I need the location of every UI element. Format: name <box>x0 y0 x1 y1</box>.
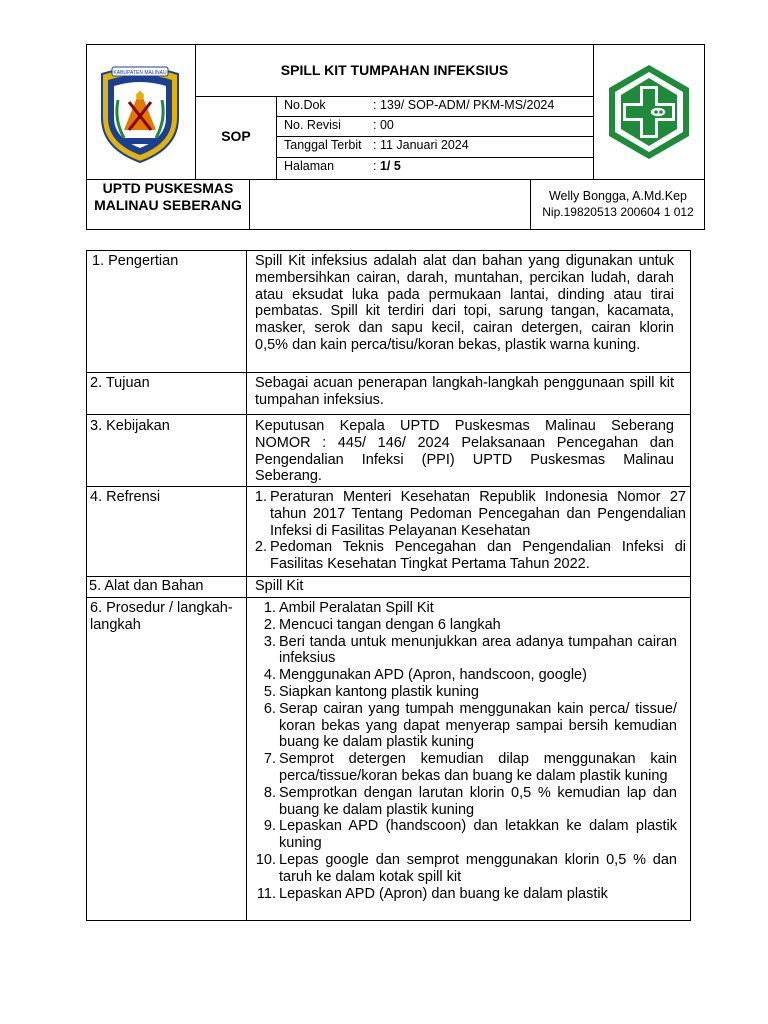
item-number: 4. <box>263 667 276 684</box>
list-item <box>254 684 677 701</box>
list-item <box>254 785 677 819</box>
meta-label-halaman: Halaman <box>284 159 335 173</box>
text-kebijakan: Keputusan Kepala UPTD Puskesmas Malinau Seberang NOMOR : 445/ 146/ 2024 Pelaksanaan Pencegahan dan Pengendalian Infeksi (PPI) UPTD Puskesmas Malinau Seberang. <box>255 418 674 485</box>
item-text: Menggunakan APD (Apron, handscoon, google) <box>279 667 587 684</box>
document-title: SPILL KIT TUMPAHAN INFEKSIUS <box>280 62 509 78</box>
item-text: Serap cairan yang tumpah menggunakan kain perca/ tissue/ koran bekas yang dapat menyerap sampai bersih kemudian buang ke dalam plastik kuning <box>279 700 677 751</box>
list-item <box>254 852 677 886</box>
halaman-number: 1/ 5 <box>379 159 401 173</box>
list-item <box>254 667 677 684</box>
signer-nip: Nip.19820513 200604 1 012 <box>542 205 694 219</box>
list-item <box>254 701 677 751</box>
list-item <box>254 634 677 668</box>
text-pengertian: Spill Kit infeksius adalah alat dan bahan yang digunakan untuk membersihkan cairan, darah, muntahan, percikan ludah, darah atau eksudat luka pada permukaan lantai, dinding atau tirai pembatas. Spill kit terdiri dari topi, sarung tangan, kacamata, masker, serok dan sapu kecil, cairan detergen, cairan klorin 0,5% dan kain perca/tisu/koran bekas, plastik warna kuning. <box>255 253 674 353</box>
item-number: 11. <box>256 885 276 902</box>
label-tujuan: 2. Tujuan <box>90 375 150 391</box>
meta-label-nodok: No.Dok <box>284 98 326 112</box>
list-item <box>254 600 677 617</box>
label-referensi: 4. Refrensi <box>90 489 161 505</box>
item-number: 1. <box>263 600 276 616</box>
item-number: 8. <box>263 784 276 801</box>
text-alat-bahan: Spill Kit <box>255 578 304 594</box>
list-prosedur <box>254 600 677 919</box>
text-tujuan: Sebagai acuan penerapan langkah-langkah penggunaan spill kit tumpahan infeksius. <box>255 375 674 408</box>
item-number: 3. <box>263 633 276 650</box>
meta-label-tanggal: Tanggal Terbit <box>284 138 362 152</box>
item-text: Lepaskan APD (handscoon) dan letakkan ke dalam plastik kuning <box>279 818 677 852</box>
signer-name: Welly Bongga, A.Md.Kep <box>548 189 688 203</box>
list-item <box>254 617 677 634</box>
item-text: Mencuci tangan dengan 6 langkah <box>279 616 501 633</box>
item-text: Siapkan kantong plastik kuning <box>279 683 479 700</box>
list-item <box>245 539 686 573</box>
sop-label: SOP <box>221 128 251 144</box>
meta-value-tanggal: : 11 Januari 2024 <box>373 138 469 152</box>
halaman-prefix: : <box>373 159 380 173</box>
kabupaten-logo <box>96 60 184 165</box>
item-text: Peraturan Menteri Kesehatan Republik Indonesia Nomor 27 tahun 2017 Tentang Pedoman Pencegahan dan Pengendalian Infeksi di Fasilitas Pelayanan Kesehatan <box>270 489 686 539</box>
meta-value-halaman <box>373 159 401 173</box>
item-text: Lepas google dan semprot menggunakan klorin 0,5 % dan taruh ke dalam kotak spill kit <box>279 851 677 885</box>
svg-text:KABUPATEN MALINAU: KABUPATEN MALINAU <box>113 70 167 76</box>
item-number: 5. <box>263 683 276 700</box>
list-item <box>254 751 677 785</box>
item-text: Semprot detergen kemudian dilap menggunakan kain perca/tissue/koran bekas dan buang ke dalam plastik kuning <box>279 751 677 784</box>
item-number: 10. <box>255 851 276 868</box>
item-number: 2. <box>254 539 267 556</box>
meta-value-revisi: : 00 <box>373 118 394 132</box>
puskesmas-logo <box>605 62 693 162</box>
item-text: Semprotkan dengan larutan klorin 0,5 % kemudian lap dan buang ke dalam plastik kuning <box>279 784 677 818</box>
item-text: Ambil Peralatan Spill Kit <box>279 600 434 616</box>
item-text: Lepaskan APD (Apron) dan buang ke dalam plastik <box>279 885 608 902</box>
item-number: 6. <box>263 700 276 717</box>
label-alat-bahan: 5. Alat dan Bahan <box>89 578 204 594</box>
item-number: 2. <box>263 616 276 633</box>
organization-name: UPTD PUSKESMAS MALINAU SEBERANG <box>94 180 242 213</box>
list-referensi <box>245 489 686 573</box>
item-text: Beri tanda untuk menunjukkan area adanya tumpahan cairan infeksius <box>279 633 677 667</box>
item-number: 1. <box>254 489 267 505</box>
list-item <box>254 818 677 852</box>
item-number: 7. <box>263 751 276 768</box>
list-item <box>254 886 677 903</box>
meta-value-nodok: : 139/ SOP-ADM/ PKM-MS/2024 <box>373 98 555 112</box>
label-kebijakan: 3. Kebijakan <box>90 418 170 434</box>
list-item <box>245 489 686 539</box>
item-text: Pedoman Teknis Pencegahan dan Pengendalian Infeksi di Fasilitas Kesehatan Tingkat Pertama Tahun 2022. <box>270 539 686 573</box>
item-number: 9. <box>263 818 276 835</box>
meta-label-revisi: No. Revisi <box>284 118 341 132</box>
label-prosedur: 6. Prosedur / langkah-langkah <box>90 600 233 633</box>
label-pengertian: 1. Pengertian <box>92 253 179 269</box>
